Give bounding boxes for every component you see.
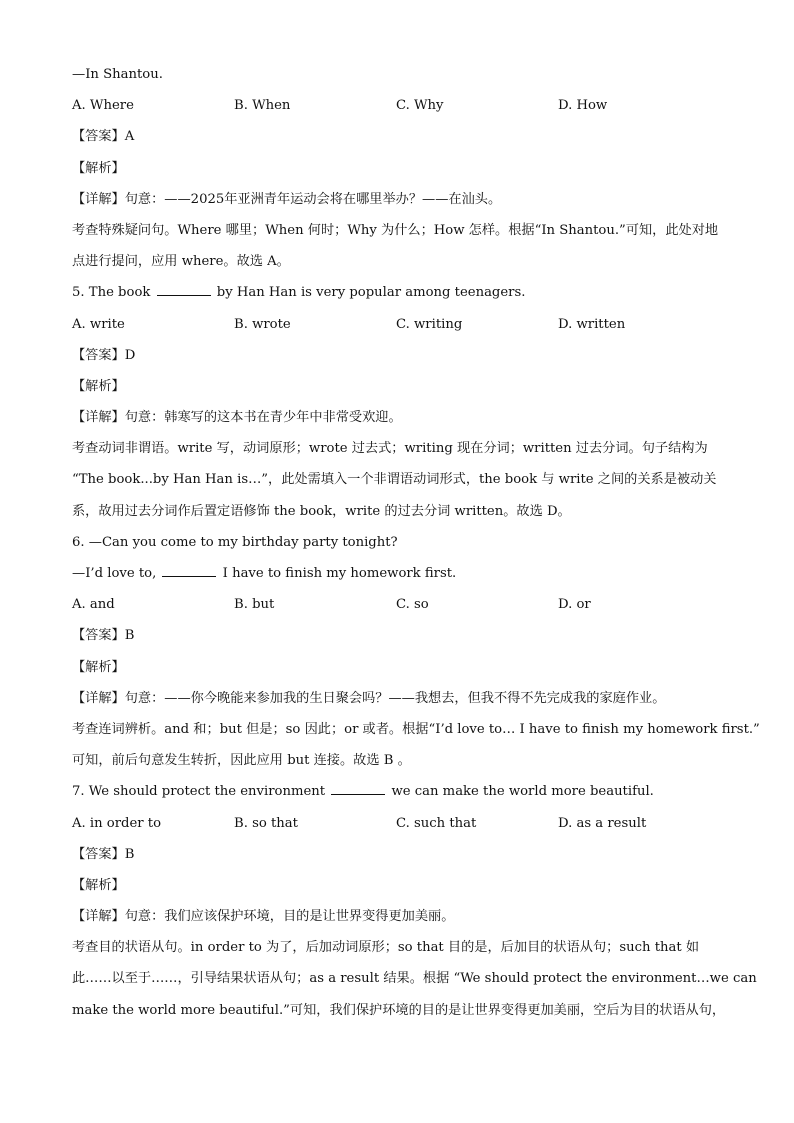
question-text-after: I have to finish my homework first.: [222, 566, 457, 581]
text-line: 考查目的状语从句。in order to 为了，后加动词原形；so that 目的是，后加目的状语从句；such that 如: [72, 940, 700, 956]
text-line: 【解析】: [72, 160, 125, 176]
answer-option: D. written: [558, 316, 626, 332]
text-line: 【解析】: [72, 659, 125, 675]
text-line: 考查动词非谓语。write 写，动词原形；wrote 过去式；writing 现在分词；written 过去分词。句子结构为: [72, 441, 708, 457]
option-row: [72, 312, 722, 343]
fill-blank: [331, 782, 385, 795]
text-line: 点进行提问，应用 where。故选 A。: [72, 254, 290, 270]
text-line: 【答案】D: [72, 347, 136, 363]
question-text-before: 5. The book: [72, 285, 151, 301]
answer-option: B. so that: [234, 815, 298, 831]
answer-option: C. such that: [396, 815, 477, 831]
text-line: make the world more beautiful.”可知，我们保护环境的目的是让世界变得更加美丽，空后为目的状语从句，: [72, 1002, 726, 1018]
question-text-after: we can make the world more beautiful.: [391, 784, 654, 800]
answer-option: A. Where: [72, 98, 134, 114]
question-text-before: 7. We should protect the environment: [72, 784, 326, 800]
answer-option: A. and: [72, 597, 115, 613]
answer-option: C. so: [396, 597, 429, 613]
text-line: 考查连词辨析。and 和；but 但是；so 因此；or 或者。根据“I’d love to… I have to finish my homework first.”: [72, 721, 760, 737]
answer-option: C. writing: [396, 316, 463, 332]
text-line: 【详解】句意：韩寒写的这本书在青少年中非常受欢迎。: [72, 410, 402, 426]
answer-option: A. in order to: [72, 815, 162, 831]
question-line: [72, 779, 722, 810]
text-line: 6. —Can you come to my birthday party tonight?: [72, 534, 398, 550]
text-line: 【答案】B: [72, 628, 135, 644]
answer-option: A. write: [72, 316, 125, 332]
fill-blank: [162, 564, 216, 577]
text-line: 可知，前后句意发生转折，因此应用 but 连接。故选 B 。: [72, 753, 411, 769]
text-line: 【答案】A: [72, 129, 135, 145]
text-line: 【解析】: [72, 378, 125, 394]
question-text-after: by Han Han is very popular among teenagers.: [216, 285, 526, 301]
text-line: 此……以至于……，引导结果状语从句；as a result 结果。根据 “We should protect the environment…we can: [72, 971, 757, 987]
answer-option: B. wrote: [234, 316, 291, 332]
option-row: [72, 93, 722, 124]
option-row: [72, 592, 722, 623]
question-line: [72, 561, 722, 592]
answer-option: D. or: [558, 597, 591, 613]
text-line: 【详解】句意：——2025年亚洲青年运动会将在哪里举办？——在汕头。: [72, 191, 502, 207]
text-line: 【详解】句意：我们应该保护环境，目的是让世界变得更加美丽。: [72, 909, 455, 925]
question-text-before: —I’d love to,: [72, 566, 157, 581]
answer-option: C. Why: [396, 98, 444, 114]
answer-option: B. When: [234, 98, 291, 114]
text-line: —In Shantou.: [72, 67, 163, 82]
answer-option: B. but: [234, 597, 275, 613]
text-line: 【解析】: [72, 877, 125, 893]
answer-option: D. as a result: [558, 815, 647, 831]
answer-option: D. How: [558, 98, 608, 114]
document-page: [72, 62, 760, 1029]
text-line: 【详解】句意：——你今晚能来参加我的生日聚会吗？——我想去，但我不得不先完成我的家庭作业。: [72, 690, 666, 706]
text-line: 考查特殊疑问句。Where 哪里；When 何时；Why 为什么；How 怎样。根据“In Shantou.”可知，此处对地: [72, 222, 719, 238]
text-line: “The book...by Han Han is…”，此处需填入一个非谓语动词形式，the book 与 write 之间的关系是被动关: [72, 472, 717, 488]
fill-blank: [157, 283, 211, 296]
text-line: 【答案】B: [72, 846, 135, 862]
option-row: [72, 811, 722, 842]
text-line: 系，故用过去分词作后置定语修饰 the book，write 的过去分词 written。故选 D。: [72, 503, 571, 519]
question-line: [72, 280, 722, 311]
